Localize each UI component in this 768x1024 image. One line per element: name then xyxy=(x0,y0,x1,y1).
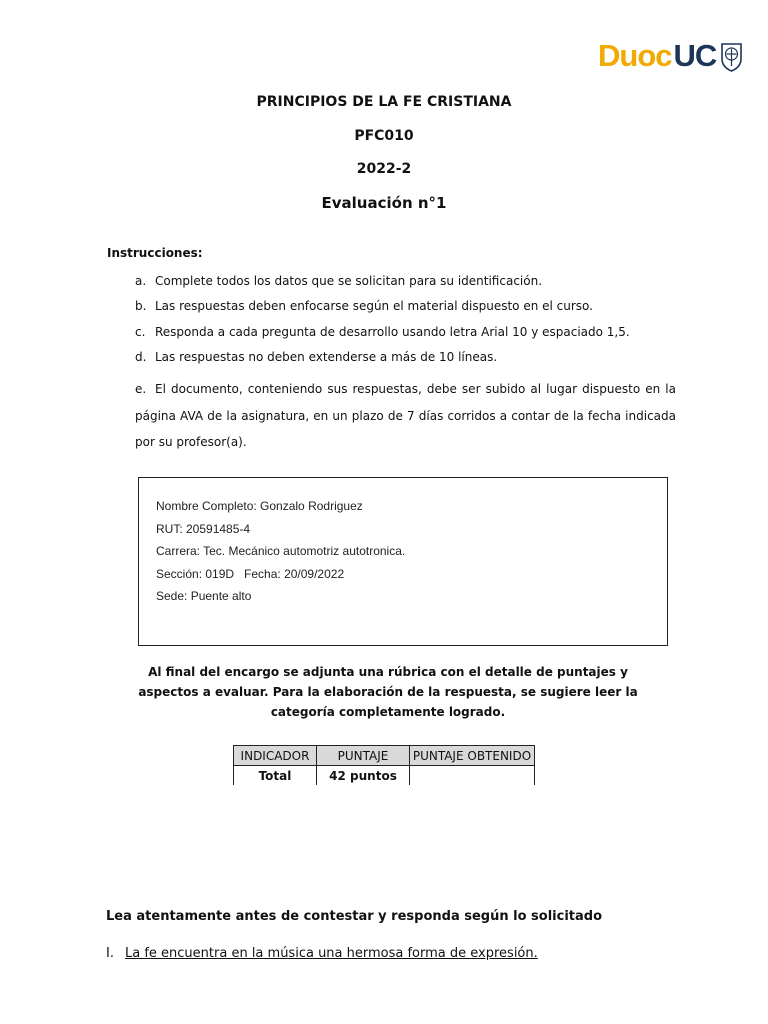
question-item xyxy=(106,946,538,961)
instruction-item xyxy=(135,350,497,364)
question-number: I. xyxy=(106,946,114,961)
student-rut: RUT: 20591485-4 xyxy=(156,522,251,536)
instruction-item xyxy=(135,299,593,313)
evaluation-title: Evaluación n°1 xyxy=(321,194,447,212)
instruction-marker: d. xyxy=(135,350,147,364)
logo-text-uc: UC xyxy=(673,38,717,73)
score-table-row xyxy=(234,766,535,786)
header-puntaje: PUNTAJE xyxy=(317,746,410,766)
instruction-marker: b. xyxy=(135,299,147,313)
course-code: PFC010 xyxy=(354,128,414,144)
instruction-item xyxy=(135,274,542,288)
student-info-box xyxy=(138,477,668,646)
header-indicador: INDICADOR xyxy=(234,746,317,766)
score-table xyxy=(233,745,535,785)
instruction-item xyxy=(135,325,630,339)
instruction-text: Complete todos los datos que se solicitan para su identificación. xyxy=(155,274,543,288)
university-seal-icon xyxy=(719,41,744,72)
instruction-item xyxy=(135,376,676,456)
instruction-marker: e. xyxy=(135,382,147,396)
instruction-text: Responda a cada pregunta de desarrollo usando letra Arial 10 y espaciado 1,5. xyxy=(155,325,630,339)
instruction-marker: c. xyxy=(135,325,146,339)
cell-points: 42 puntos xyxy=(317,766,410,786)
student-campus: Sede: Puente alto xyxy=(156,589,252,603)
duocuc-logo xyxy=(598,36,744,76)
cell-total: Total xyxy=(234,766,317,786)
logo-text-duoc: Duoc xyxy=(598,38,672,73)
cell-obtained[interactable] xyxy=(410,766,535,786)
question-text: La fe encuentra en la música una hermosa forma de expresión. xyxy=(125,946,538,961)
header-puntaje-obtenido: PUNTAJE OBTENIDO xyxy=(410,746,535,766)
student-career: Carrera: Tec. Mecánico automotriz autotronica. xyxy=(156,544,406,558)
student-section-date: Sección: 019D Fecha: 20/09/2022 xyxy=(156,567,345,581)
period: 2022-2 xyxy=(356,161,412,177)
student-name: Nombre Completo: Gonzalo Rodriguez xyxy=(156,499,363,513)
instruction-text: Las respuestas deben enfocarse según el material dispuesto en el curso. xyxy=(155,299,593,313)
instruction-marker: a. xyxy=(135,274,147,288)
course-name: PRINCIPIOS DE LA FE CRISTIANA xyxy=(256,94,512,110)
instruction-text: El documento, conteniendo sus respuestas, debe ser subido al lugar dispuesto en la página AVA de la asignatura, en un plazo de 7 días corridos a contar de la fecha indicada por su profesor(a). xyxy=(135,382,676,449)
score-table-header xyxy=(234,746,535,766)
instruction-text: Las respuestas no deben extenderse a más de 10 líneas. xyxy=(155,350,498,364)
lead-instruction: Lea atentamente antes de contestar y responda según lo solicitado xyxy=(106,909,603,924)
rubric-note: Al final del encargo se adjunta una rúbrica con el detalle de puntajes y aspectos a evaluar. Para la elaboración de la respuesta, se sugiere leer la categoría completamente logrado. xyxy=(138,665,638,719)
instructions-title: Instrucciones: xyxy=(107,246,203,260)
